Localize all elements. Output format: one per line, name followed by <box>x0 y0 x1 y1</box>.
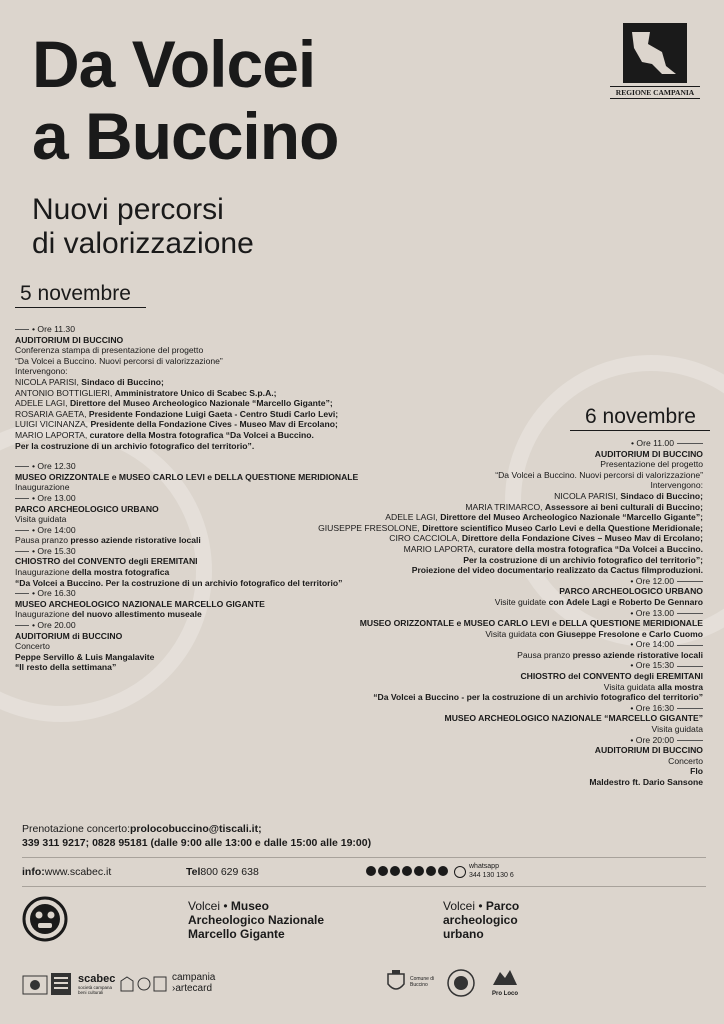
mask-icon <box>22 896 68 942</box>
event-line <box>283 671 703 682</box>
event-text: MARIA TRIMARCO, <box>465 501 545 512</box>
schedule-event <box>283 660 703 702</box>
booking-email[interactable]: prolocobuccino@tiscali.it; <box>129 823 262 835</box>
badge-icon <box>137 976 151 992</box>
time-leader-line <box>15 466 29 467</box>
event-line <box>15 409 395 420</box>
event-time <box>15 324 395 335</box>
time-leader-line <box>677 443 703 444</box>
schedule-event <box>283 608 703 640</box>
event-time-text: • Ore 20:00 <box>630 734 674 745</box>
event-text: AUDITORIUM DI BUCCINO <box>15 334 124 345</box>
pinterest-icon[interactable] <box>402 866 412 876</box>
museum-mask-logo <box>22 896 68 942</box>
schedule-event <box>283 735 703 788</box>
event-line <box>283 777 703 788</box>
event-text: MARIO LAPORTA, <box>403 543 479 554</box>
event-text: “Da Volcei a Buccino. Nuovi percorsi di valorizzazione” <box>495 469 703 480</box>
event-line <box>15 366 395 377</box>
event-bold-text: “Da Volcei a Buccino. Per la costruzione di un archivio fotografico del territorio” <box>15 577 343 588</box>
minor-logo-2 <box>137 976 151 997</box>
event-bold-text: Direttore scientifico Museo Carlo Levi e della Questione Meridionale; <box>422 522 703 533</box>
event-text: Conferenza stampa di presentazione del progetto <box>15 345 204 356</box>
event-bold-text: Peppe Servillo & Luis Mangalavite <box>15 651 155 662</box>
comune-label: Comune di Buccino <box>410 976 435 988</box>
venue-museo <box>188 899 324 941</box>
venue2-line1: Parco <box>485 899 520 913</box>
event-time <box>283 703 703 714</box>
campania-artecard-logo <box>172 972 215 994</box>
day2-underline <box>570 430 710 431</box>
booking-phones: 339 311 9217; 0828 95181 (dalle 9:00 alle 13:00 e dalle 15:00 alle 19:00) <box>22 837 372 849</box>
emblem-icon <box>120 976 134 992</box>
youtube-icon[interactable] <box>438 866 448 876</box>
event-time <box>283 608 703 619</box>
scabec-logo <box>78 973 114 995</box>
proloco-logo <box>488 968 522 997</box>
event-line <box>283 766 703 777</box>
event-line <box>283 544 703 555</box>
event-bold-text: Presidente Fondazione Luigi Gaeta - Centro Studi Carlo Levi; <box>88 408 339 419</box>
event-line <box>283 756 703 767</box>
event-time-text: • Ore 20.00 <box>32 620 76 631</box>
event-line <box>15 377 395 388</box>
time-leader-line <box>677 666 703 667</box>
event-bold-text: “Da Volcei a Buccino - per la costruzione di un archivio fotografico del territorio” <box>373 692 703 703</box>
event-bold-text: curatore della mostra fotografica “Da Volcei a Buccino. <box>478 543 703 554</box>
time-leader-line <box>15 498 29 499</box>
event-line <box>15 388 395 399</box>
day2-label: 6 novembre <box>585 405 696 428</box>
event-time-text: • Ore 15.30 <box>32 545 76 556</box>
event-time-text: • Ore 11.00 <box>631 438 674 448</box>
time-leader-line <box>677 613 703 614</box>
venue2-line2: archeologico <box>443 913 518 927</box>
event-bold-text: del nuovo allestimento museale <box>71 609 202 620</box>
instagram-icon[interactable] <box>378 866 388 876</box>
tel-number[interactable]: 800 629 638 <box>200 866 259 878</box>
minor-logo-1 <box>120 976 134 997</box>
event-line <box>283 449 703 460</box>
region-label: REGIONE CAMPANIA <box>610 86 700 99</box>
event-bold-text: Direttore della Fondazione Cives – Museo Mav di Ercolano; <box>461 533 703 544</box>
event-text: Visita guidata <box>15 514 67 525</box>
whatsapp-info <box>469 863 514 880</box>
round-seal-icon <box>446 968 476 998</box>
event-text: CHIOSTRO del CONVENTO degli EREMITANI <box>15 556 198 567</box>
event-line <box>15 335 395 346</box>
booking-info <box>22 822 682 850</box>
campania-shield-icon <box>622 22 688 84</box>
event-text: Concerto <box>668 755 703 766</box>
event-text: Visita guidata <box>603 681 658 692</box>
event-bold-text: alla mostra <box>657 681 703 692</box>
event-line <box>283 459 703 470</box>
time-leader-line <box>677 645 703 646</box>
event-line <box>283 502 703 513</box>
event-bold-text: “Il resto della settimana” <box>15 662 117 673</box>
event-time <box>283 639 703 650</box>
event-text: MUSEO ARCHEOLOGICO NAZIONALE “MARCELLO GIGANTE” <box>444 713 703 724</box>
event-time-text: • Ore 13.00 <box>630 607 674 618</box>
footer-divider-2 <box>22 886 706 887</box>
time-leader-line <box>15 593 29 594</box>
scabec-sub: società campana beni culturali <box>78 985 113 995</box>
event-text: AUDITORIUM DI BUCCINO <box>594 745 703 756</box>
schedule-event <box>283 438 703 576</box>
event-text: ANTONIO BOTTIGLIERI, <box>15 387 115 398</box>
schedule-event <box>283 576 703 608</box>
event-text: PARCO ARCHEOLOGICO URBANO <box>15 503 159 514</box>
tel-label: Tel <box>186 866 201 878</box>
event-line <box>283 745 703 756</box>
venue1-prefix: Volcei • <box>188 899 231 913</box>
event-bold-text: Direttore del Museo Archeologico Nazionale “Marcello Gigante”; <box>440 512 703 523</box>
event-bold-text: presso aziende ristorative locali <box>70 535 201 546</box>
event-text: Pausa pranzo <box>517 649 573 660</box>
time-leader-line <box>677 708 703 709</box>
event-line <box>283 555 703 566</box>
event-line <box>15 356 395 367</box>
schedule-event <box>283 703 703 735</box>
tel-row <box>186 865 259 879</box>
event-text: MUSEO ORIZZONTALE e MUSEO CARLO LEVI e DELLA QUESTIONE MERIDIONALE <box>359 618 703 629</box>
venue2-prefix: Volcei • <box>443 899 486 913</box>
event-text: NICOLA PARISI, <box>554 490 621 501</box>
info-row <box>22 865 111 879</box>
event-line <box>283 470 703 481</box>
event-text: ROSARIA GAETA, <box>15 408 89 419</box>
event-line <box>283 523 703 534</box>
time-leader-line <box>15 530 29 531</box>
event-bold-text: presso aziende ristorative locali <box>572 649 703 660</box>
event-time-text: • Ore 14:00 <box>32 524 76 535</box>
poster-subtitle: Nuovi percorsi di valorizzazione <box>32 193 254 260</box>
fondazione-logo <box>50 972 72 1001</box>
event-time-text: • Ore 15:30 <box>630 660 674 671</box>
day1-underline <box>15 307 146 308</box>
event-bold-text: Per la costruzione di un archivio fotografico del territorio”; <box>463 554 703 565</box>
twitter-icon[interactable] <box>390 866 400 876</box>
event-time <box>283 660 703 671</box>
event-text: Inaugurazione <box>15 609 72 620</box>
proloco-icon <box>492 968 518 986</box>
info-url[interactable]: www.scabec.it <box>44 866 112 878</box>
venue-parco <box>443 899 519 941</box>
whatsapp-number[interactable]: 344 130 130 6 <box>469 871 514 879</box>
event-line <box>283 597 703 608</box>
event-line <box>283 586 703 597</box>
event-time <box>283 576 703 587</box>
event-text: Concerto <box>15 641 50 652</box>
ministry-logo <box>22 975 48 1000</box>
event-text: MUSEO ARCHEOLOGICO NAZIONALE MARCELLO GIGANTE <box>15 598 265 609</box>
event-time-text: • Ore 13.00 <box>32 492 76 503</box>
event-line <box>283 618 703 629</box>
spotify-icon[interactable] <box>414 866 424 876</box>
event-text: “Da Volcei a Buccino. Nuovi percorsi di valorizzazione” <box>15 355 223 366</box>
regione-campania-logo <box>610 22 700 100</box>
schedule-event <box>15 324 395 451</box>
whatsapp-icon[interactable] <box>454 866 466 878</box>
comune-crest-icon <box>386 970 406 994</box>
venue1-line2: Archeologico Nazionale <box>188 913 325 927</box>
event-line <box>15 345 395 356</box>
event-text: CHIOSTRO del CONVENTO degli EREMITANI <box>520 671 703 682</box>
event-time-text: • Ore 12.30 <box>32 461 76 472</box>
event-text: Intervengono: <box>15 366 68 377</box>
event-bold-text: Direttore del Museo Archeologico Nazionale “Marcello Gigante”; <box>69 398 333 409</box>
event-text: AUDITORIUM DI BUCCINO <box>594 448 703 459</box>
event-bold-text: Flo <box>690 766 703 777</box>
seal-icon <box>153 976 167 992</box>
event-bold-text: Maldestro ft. Dario Sansone <box>589 777 703 787</box>
event-text: GIUSEPPE FRESOLONE, <box>318 522 423 533</box>
event-text: Visite guidate <box>494 596 549 607</box>
event-line <box>15 419 395 430</box>
event-bold-text: Proiezione del video documentario realizzato da Cactus filmproduzioni. <box>411 565 703 576</box>
event-text: AUDITORIUM di BUCCINO <box>15 630 123 641</box>
event-text: MUSEO ORIZZONTALE e MUSEO CARLO LEVI e DELLA QUESTIONE MERIDIONALE <box>15 471 359 482</box>
event-bold-text: Presidente della Fondazione Cives - Museo Mav di Ercolano; <box>90 419 338 430</box>
event-text: PARCO ARCHEOLOGICO URBANO <box>559 586 703 597</box>
venue1-line3: Marcello Gigante <box>188 927 285 941</box>
venue2-line3: urbano <box>443 927 484 941</box>
proloco-label: Pro Loco <box>491 991 518 997</box>
event-text: ADELE LAGI, <box>385 512 441 523</box>
event-time-text: • Ore 16:30 <box>630 702 674 713</box>
seal-logo <box>446 968 476 1003</box>
event-bold-text: curatore della Mostra fotografica “Da Volcei a Buccino. <box>89 429 314 440</box>
event-line <box>283 533 703 544</box>
event-text: Pausa pranzo <box>15 535 71 546</box>
event-time-text: • Ore 12.00 <box>630 575 674 586</box>
schedule-event <box>283 639 703 660</box>
event-bold-text: con Adele Lagi e Roberto De Gennaro <box>548 596 703 607</box>
ministry-emblem-icon <box>22 975 48 995</box>
footer-divider-1 <box>22 857 706 858</box>
event-line <box>283 512 703 523</box>
booking-label: Prenotazione concerto: <box>22 823 130 835</box>
day2-schedule <box>283 438 703 788</box>
event-line <box>283 491 703 502</box>
event-line <box>283 629 703 640</box>
event-text: Inaugurazione <box>15 482 70 493</box>
event-time <box>283 735 703 746</box>
event-text: Inaugurazione <box>15 567 72 578</box>
event-time <box>283 438 703 449</box>
event-bold-text: Per la costruzione di un archivio fotografico del territorio”. <box>15 440 255 451</box>
event-text: Intervengono: <box>650 480 703 491</box>
time-leader-line <box>15 551 29 552</box>
event-text: NICOLA PARISI, <box>15 376 82 387</box>
scabec-name: scabec <box>78 973 116 985</box>
event-bold-text: Sindaco di Buccino; <box>81 376 164 387</box>
minor-logo-3 <box>153 976 167 997</box>
event-line <box>15 398 395 409</box>
event-text: Presentazione del progetto <box>600 459 703 470</box>
event-text: CIRO CACCIOLA, <box>389 533 462 544</box>
event-bold-text: Amministratore Unico di Scabec S.p.A.; <box>114 387 277 398</box>
event-text: MARIO LAPORTA, <box>15 429 90 440</box>
event-line <box>283 480 703 491</box>
event-line <box>283 692 703 703</box>
comune-buccino-logo <box>386 970 436 994</box>
campania-word: campania <box>172 972 216 983</box>
info-label: info: <box>22 866 45 878</box>
time-leader-line <box>677 581 703 582</box>
venue1-line1: Museo <box>230 899 269 913</box>
event-time-text: • Ore 16.30 <box>32 588 76 599</box>
event-line <box>283 650 703 661</box>
event-bold-text: della mostra fotografica <box>71 567 170 578</box>
event-line <box>283 565 703 576</box>
time-leader-line <box>677 740 703 741</box>
time-leader-line <box>15 625 29 626</box>
event-text: ADELE LAGI, <box>15 398 70 409</box>
event-line <box>283 682 703 693</box>
event-line <box>283 713 703 724</box>
event-text: LUIGI VICINANZA, <box>15 419 91 430</box>
poster-title: Da Volcei a Buccino <box>32 27 339 173</box>
day1-label: 5 novembre <box>20 282 131 305</box>
event-bold-text: Assessore ai beni culturali di Buccino; <box>544 501 703 512</box>
facebook-icon[interactable] <box>366 866 376 876</box>
social-icons <box>366 866 466 878</box>
event-bold-text: Sindaco di Buccino; <box>620 490 703 501</box>
event-text: Visita guidata <box>485 628 540 639</box>
whatsapp-label: whatsapp <box>469 863 499 870</box>
artecard-word: ›artecard <box>172 983 213 994</box>
event-time-text: • Ore 14:00 <box>630 639 674 650</box>
time-leader-line <box>15 329 29 330</box>
event-time-text: • Ore 11.30 <box>32 324 75 334</box>
fondazione-icon <box>50 972 72 996</box>
event-bold-text: con Giuseppe Fresolone e Carlo Cuomo <box>539 628 703 639</box>
event-text: Visita guidata <box>651 724 703 735</box>
telegram-icon[interactable] <box>426 866 436 876</box>
event-line <box>283 724 703 735</box>
